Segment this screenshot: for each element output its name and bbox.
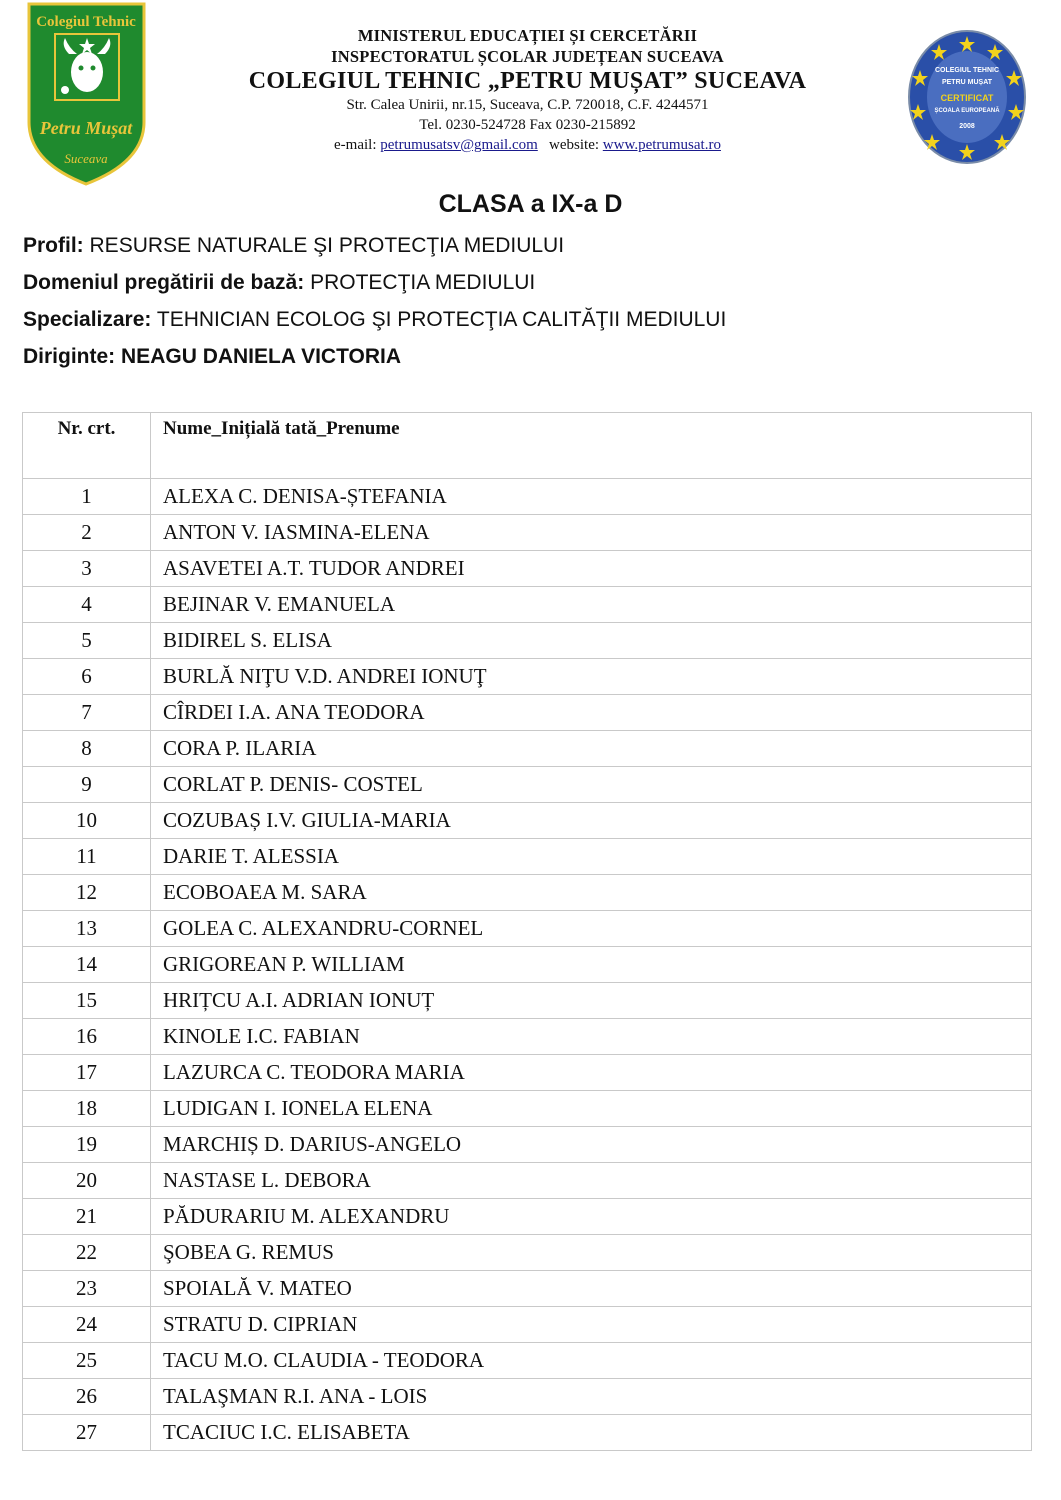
domain-value: PROTECŢIA MEDIULUI	[310, 271, 536, 294]
row-number: 8	[23, 731, 151, 767]
form-teacher-label: Diriginte:	[23, 345, 116, 368]
table-row	[23, 803, 1032, 839]
table-row	[23, 695, 1032, 731]
table-row	[23, 1307, 1032, 1343]
column-header-number: Nr. crt.	[23, 413, 151, 479]
row-number: 24	[23, 1307, 151, 1343]
letterhead	[0, 0, 1061, 190]
school-name: COLEGIUL TEHNIC „PETRU MUȘAT” SUCEAVA	[248, 68, 807, 94]
table-row	[23, 1127, 1032, 1163]
student-name: TACU M.O. CLAUDIA - TEODORA	[151, 1343, 1032, 1379]
row-number: 6	[23, 659, 151, 695]
row-number: 25	[23, 1343, 151, 1379]
crest-text-bottom: Suceava	[64, 151, 108, 166]
row-number: 5	[23, 623, 151, 659]
student-name: BURLĂ NIŢU V.D. ANDREI IONUŢ	[151, 659, 1032, 695]
ministry-name: MINISTERUL EDUCAȚIEI ȘI CERCETĂRII	[357, 26, 698, 45]
row-number: 26	[23, 1379, 151, 1415]
row-number: 27	[23, 1415, 151, 1451]
institution-address-block	[240, 26, 815, 153]
certificate-text-3: CERTIFICAT	[940, 93, 994, 103]
specialization-value: TEHNICIAN ECOLOG ŞI PROTECŢIA CALITĂŢII MEDIULUI	[156, 308, 727, 331]
row-number: 15	[23, 983, 151, 1019]
row-number: 17	[23, 1055, 151, 1091]
table-row	[23, 947, 1032, 983]
certificate-text-4: ȘCOALA EUROPEANĂ	[934, 108, 1000, 114]
student-name: LAZURCA C. TEODORA MARIA	[151, 1055, 1032, 1091]
student-name: KINOLE I.C. FABIAN	[151, 1019, 1032, 1055]
table-row	[23, 839, 1032, 875]
student-name: SPOIALĂ V. MATEO	[151, 1271, 1032, 1307]
specialization-label: Specializare:	[23, 308, 152, 331]
row-number: 14	[23, 947, 151, 983]
crest-text-middle: Petru Mușat	[39, 118, 133, 138]
table-row	[23, 1271, 1032, 1307]
website-link[interactable]: www.petrumusat.ro	[602, 137, 721, 153]
student-name: TALAŞMAN R.I. ANA - LOIS	[151, 1379, 1032, 1415]
email-label: e-mail:	[334, 137, 377, 153]
row-number: 3	[23, 551, 151, 587]
row-number: 1	[23, 479, 151, 515]
row-number: 4	[23, 587, 151, 623]
certificate-text-2: PETRU MUȘAT	[941, 79, 993, 86]
form-teacher-value: NEAGU DANIELA VICTORIA	[121, 345, 402, 368]
table-row	[23, 1415, 1032, 1451]
crest-text-top: Colegiul Tehnic	[36, 14, 136, 30]
student-name: LUDIGAN I. IONELA ELENA	[151, 1091, 1032, 1127]
table-row	[23, 1235, 1032, 1271]
student-name: CORA P. ILARIA	[151, 731, 1032, 767]
row-number: 2	[23, 515, 151, 551]
student-name: NASTASE L. DEBORA	[151, 1163, 1032, 1199]
student-name: ECOBOAEA M. SARA	[151, 875, 1032, 911]
student-name: BEJINAR V. EMANUELA	[151, 587, 1032, 623]
row-number: 10	[23, 803, 151, 839]
table-row	[23, 1163, 1032, 1199]
student-name: ALEXA C. DENISA-ȘTEFANIA	[151, 479, 1032, 515]
school-crest-logo	[25, 2, 148, 186]
table-row	[23, 623, 1032, 659]
row-number: 22	[23, 1235, 151, 1271]
row-number: 12	[23, 875, 151, 911]
row-number: 9	[23, 767, 151, 803]
profile-line	[23, 234, 564, 258]
school-address: Str. Calea Unirii, nr.15, Suceava, C.P. 720018, C.F. 4244571	[346, 97, 709, 113]
table-row	[23, 875, 1032, 911]
profile-value: RESURSE NATURALE ŞI PROTECŢIA MEDIULUI	[89, 234, 565, 257]
table-row	[23, 587, 1032, 623]
form-teacher-line	[23, 345, 401, 369]
student-name: ANTON V. IASMINA-ELENA	[151, 515, 1032, 551]
row-number: 21	[23, 1199, 151, 1235]
certificate-text-1: COLEGIUL TEHNIC	[934, 67, 1000, 74]
row-number: 13	[23, 911, 151, 947]
school-contact-line	[240, 138, 815, 153]
table-row	[23, 1019, 1032, 1055]
table-row	[23, 1091, 1032, 1127]
student-name: GOLEA C. ALEXANDRU-CORNEL	[151, 911, 1032, 947]
row-number: 7	[23, 695, 151, 731]
certificate-year: 2008	[959, 123, 975, 130]
row-number: 16	[23, 1019, 151, 1055]
table-row	[23, 983, 1032, 1019]
student-name: STRATU D. CIPRIAN	[151, 1307, 1032, 1343]
row-number: 19	[23, 1127, 151, 1163]
table-row	[23, 767, 1032, 803]
table-row	[23, 1055, 1032, 1091]
student-name: GRIGOREAN P. WILLIAM	[151, 947, 1032, 983]
profile-label: Profil:	[23, 234, 84, 257]
student-name: MARCHIȘ D. DARIUS-ANGELO	[151, 1127, 1032, 1163]
table-row	[23, 479, 1032, 515]
student-name: ASAVETEI A.T. TUDOR ANDREI	[151, 551, 1032, 587]
student-name: PĂDURARIU M. ALEXANDRU	[151, 1199, 1032, 1235]
student-name: TCACIUC I.C. ELISABETA	[151, 1415, 1032, 1451]
student-name: COZUBAȘ I.V. GIULIA-MARIA	[151, 803, 1032, 839]
row-number: 11	[23, 839, 151, 875]
student-name: CORLAT P. DENIS- COSTEL	[151, 767, 1032, 803]
class-title: CLASA a IX-a D	[438, 190, 623, 218]
student-name: CÎRDEI I.A. ANA TEODORA	[151, 695, 1032, 731]
table-header-row	[23, 413, 1032, 479]
european-school-certificate-logo	[906, 28, 1028, 166]
table-row	[23, 1199, 1032, 1235]
row-number: 23	[23, 1271, 151, 1307]
table-row	[23, 515, 1032, 551]
row-number: 20	[23, 1163, 151, 1199]
table-row	[23, 551, 1032, 587]
table-row	[23, 1379, 1032, 1415]
student-rows	[23, 479, 1032, 1451]
column-header-name: Nume_Inițială tată_Prenume	[151, 413, 1032, 479]
domain-label: Domeniul pregătirii de bază:	[23, 271, 305, 294]
specialization-line	[23, 308, 726, 332]
table-row	[23, 731, 1032, 767]
table-row	[23, 911, 1032, 947]
table-row	[23, 1343, 1032, 1379]
student-name: BIDIREL S. ELISA	[151, 623, 1032, 659]
school-phone-fax: Tel. 0230-524728 Fax 0230-215892	[419, 117, 636, 133]
student-name: DARIE T. ALESSIA	[151, 839, 1032, 875]
table-row	[23, 659, 1032, 695]
website-label: website:	[549, 137, 600, 153]
row-number: 18	[23, 1091, 151, 1127]
student-name: HRIȚCU A.I. ADRIAN IONUȚ	[151, 983, 1032, 1019]
student-name: ŞOBEA G. REMUS	[151, 1235, 1032, 1271]
inspectorate-name: INSPECTORATUL ȘCOLAR JUDEȚEAN SUCEAVA	[331, 46, 724, 66]
email-link[interactable]: petrumusatsv@gmail.com	[380, 137, 538, 153]
student-list-table	[22, 412, 1032, 1451]
domain-line	[23, 271, 535, 295]
